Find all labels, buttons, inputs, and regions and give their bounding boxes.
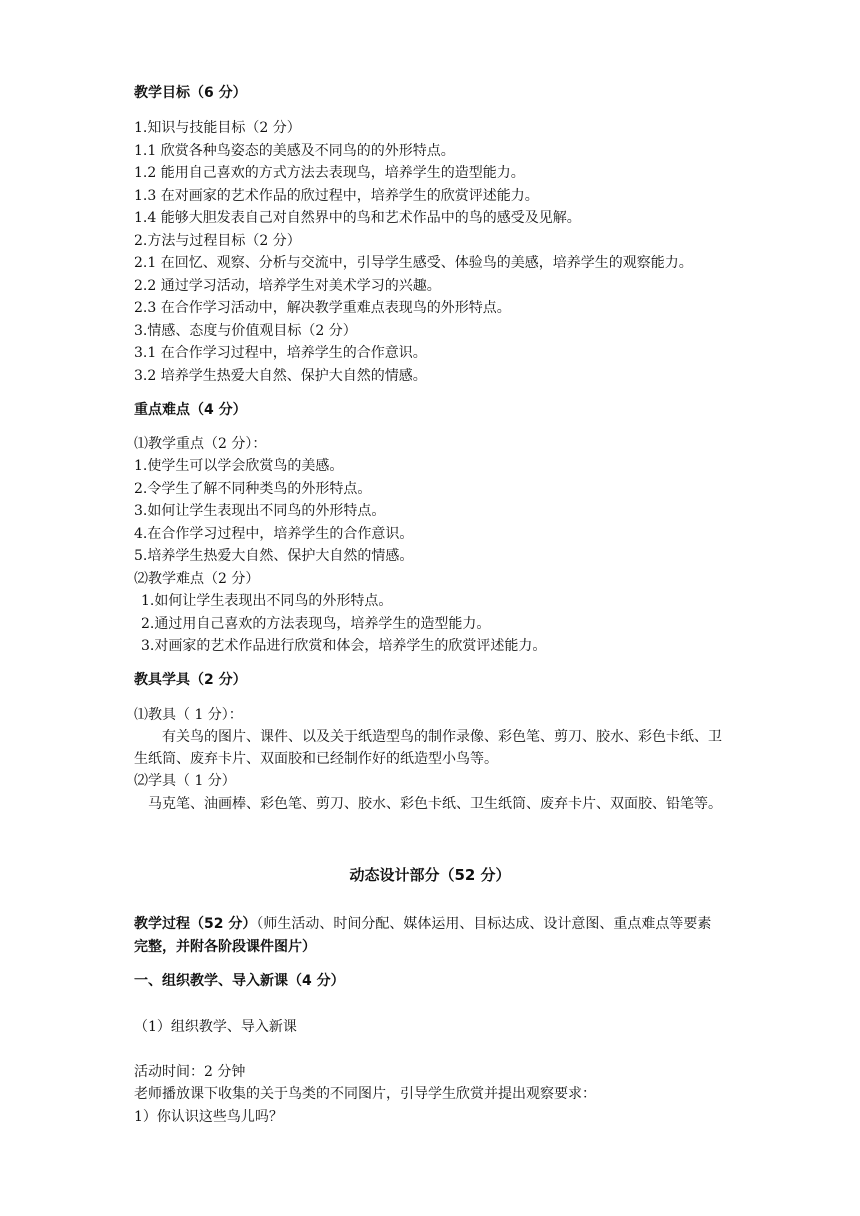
keypoint-line: 3.对画家的艺术作品进行欣赏和体会，培养学生的欣赏评述能力。 <box>141 638 547 654</box>
dynamic-design-title: 动态设计部分（52 分） <box>349 866 511 884</box>
sub-step-heading: （1）组织教学、导入新课 <box>134 1019 297 1035</box>
objective-line: 3.1 在合作学习过程中，培养学生的合作意识。 <box>134 345 427 361</box>
keypoint-line: 2.通过用自己喜欢的方法表现鸟，培养学生的造型能力。 <box>141 616 491 632</box>
keypoint-line: 1.使学生可以学会欣赏鸟的美感。 <box>134 458 344 474</box>
objective-line: 2.2 通过学习活动，培养学生对美术学习的兴趣。 <box>134 278 441 294</box>
keypoint-line: 5.培养学生热爱大自然、保护大自然的情感。 <box>134 548 414 564</box>
objective-line: 1.3 在对画家的艺术作品的欣过程中，培养学生的欣赏评述能力。 <box>134 188 539 204</box>
objective-line: 3.情感、态度与价值观目标（2 分） <box>134 323 357 339</box>
tools-line: 马克笔、油画棒、彩色笔、剪刀、胶水、彩色卡纸、卫生纸筒、废弃卡片、双面胶、铅笔等。 <box>148 796 722 812</box>
keypoint-line: 3.如何让学生表现出不同鸟的外形特点。 <box>134 503 386 519</box>
objective-line: 1.知识与技能目标（2 分） <box>134 120 301 136</box>
process-intro <box>134 914 711 934</box>
keypoint-line: 2.令学生了解不同种类鸟的外形特点。 <box>134 481 372 497</box>
tools-line: 生纸筒、废弃卡片、双面胶和已经制作好的纸造型小鸟等。 <box>134 751 498 767</box>
process-description-cont: 完整，并附各阶段课件图片） <box>134 939 316 955</box>
tools-line: ⑵学具（ 1 分） <box>134 773 236 789</box>
objective-line: 2.3 在合作学习活动中，解决教学重难点表现鸟的外形特点。 <box>134 300 511 316</box>
process-heading: 教学过程（52 分） <box>134 916 257 932</box>
activity-question: 1）你认识这些鸟儿吗？ <box>134 1109 283 1125</box>
tools-line: 有关鸟的图片、课件、以及关于纸造型鸟的制作录像、彩色笔、剪刀、胶水、彩色卡纸、卫 <box>162 729 722 745</box>
keypoint-line: 4.在合作学习过程中，培养学生的合作意识。 <box>134 526 414 542</box>
objectives-heading: 教学目标（6 分） <box>134 85 247 101</box>
keypoint-line: ⑵教学难点（2 分） <box>134 571 260 587</box>
objective-line: 1.4 能够大胆发表自己对自然界中的鸟和艺术作品中的鸟的感受及见解。 <box>134 210 581 226</box>
activity-text: 老师播放课下收集的关于鸟类的不同图片，引导学生欣赏并提出观察要求： <box>134 1086 596 1102</box>
keypoint-line: ⑴教学重点（2 分）： <box>134 436 267 452</box>
tools-line: ⑴教具（ 1 分）： <box>134 707 243 723</box>
objective-line: 3.2 培养学生热爱大自然、保护大自然的情感。 <box>134 368 427 384</box>
activity-time: 活动时间：2 分钟 <box>134 1064 246 1080</box>
tools-heading: 教具学具（2 分） <box>134 672 247 688</box>
part1-heading: 一、组织教学、导入新课（4 分） <box>134 973 345 989</box>
process-description: （师生活动、时间分配、媒体运用、目标达成、设计意图、重点难点等要素 <box>256 916 712 932</box>
objective-line: 1.1 欣赏各种鸟姿态的美感及不同鸟的的外形特点。 <box>134 143 455 159</box>
keypoint-line: 1.如何让学生表现出不同鸟的外形特点。 <box>141 593 393 609</box>
objective-line: 2.方法与过程目标（2 分） <box>134 233 301 249</box>
objective-line: 1.2 能用自己喜欢的方式方法去表现鸟，培养学生的造型能力。 <box>134 165 525 181</box>
keypoints-heading: 重点难点（4 分） <box>134 402 247 418</box>
objective-line: 2.1 在回忆、观察、分析与交流中，引导学生感受、体验鸟的美感，培养学生的观察能力。 <box>134 255 693 271</box>
